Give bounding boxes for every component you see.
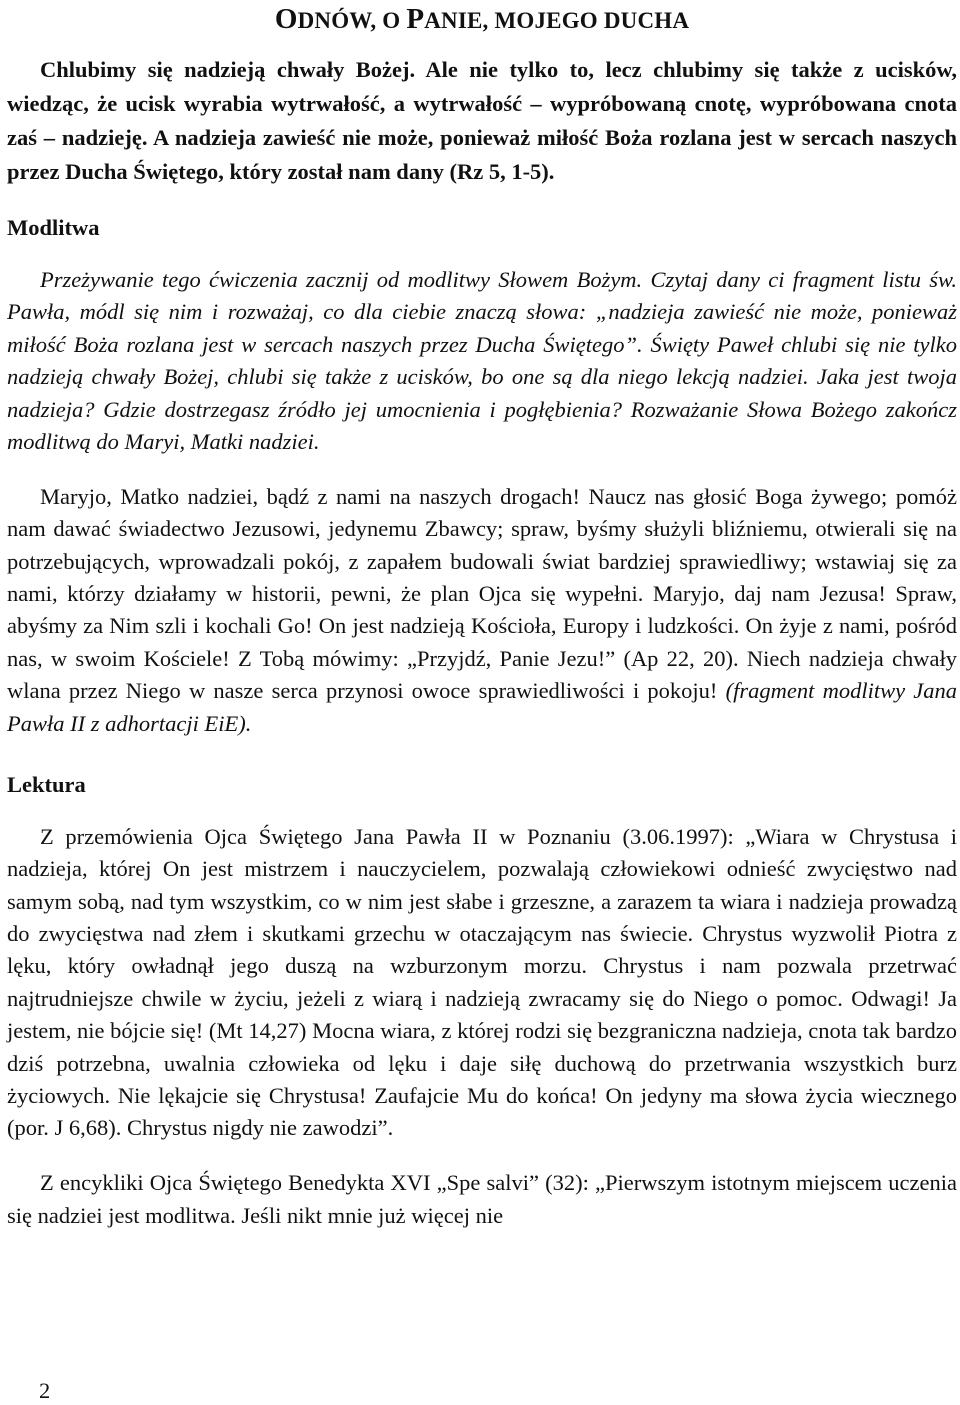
section-heading-lektura: Lektura (7, 772, 86, 798)
page-title: ODNÓW, O PANIE, MOJEGO DUCHA (274, 3, 690, 35)
page-number: 2 (39, 1378, 51, 1403)
reading-paragraph-2: Z encykliki Ojca Świętego Benedykta XVI „Spe salvi” (32): „Pierwszym istotnym miejscem uczenia się nadziei jest modlitwa. Jeśli nikt mnie już więcej nie (7, 1170, 957, 1228)
section-heading-modlitwa: Modlitwa (7, 215, 100, 241)
prayer-intro: Przeżywanie tego ćwiczenia zacznij od modlitwy Słowem Bożym. Czytaj dany ci fragment listu św. Pawła, módl się nim i rozważaj, co dla ciebie znaczą słowa: „nadzieja zawieść nie może, ponieważ miłość Boża rozlana jest w sercach naszych przez Ducha Świętego”. Święty Paweł chlubi się nie tylko nadzieją chwały Bożej, chlubi się także z ucisków, bo one są dla niego lekcją nadziei. Jaka jest twoja nadzieja? Gdzie dostrzegasz źródło jej umocnienia i pogłębienia? Rozważanie Słowa Bożego zakończ modlitwą do Maryi, Matki nadziei. (7, 266, 957, 454)
prayer-body: Maryjo, Matko nadziei, bądź z nami na naszych drogach! Naucz nas głosić Boga żywego; pomóż nam dawać świadectwo Jezusowi, jedynemu Zbawcy; spraw, byśmy służyli bliźniemu, otwierali się na potrzebujących, wprowadzali pokój, z zapałem budowali świat bardziej sprawiedliwy; wstawiaj się za nami, którzy działamy w historii, pewni, że plan Ojca się wypełni. Maryjo, daj nam Jezusa! Spraw, abyśmy za Nim szli i kochali Go! On jest nadzieją Kościoła, Europy i ludzkości. On żyje z nami, pośród nas, w swoim Kościele! Z Tobą mówimy: „Przyjdź, Panie Jezu!” (Ap 22, 20). Niech nadzieja chwały wlana przez Niego w nasze serca przynosi owoce sprawiedliwości i pokoju! (7, 483, 957, 704)
prayer-text (7, 481, 957, 740)
prayer-source: (fragment modlitwy Jana Pawła II z adhortacji EiE). (7, 678, 957, 736)
reading-paragraph-1: Z przemówienia Ojca Świętego Jana Pawła II w Poznaniu (3.06.1997): „Wiara w Chrystusa i nadzieja, której On jest mistrzem i nauczycielem, pozwalają człowiekowi odnieść zwycięstwo nad samym sobą, nad tym wszystkim, co w nim jest słabe i grzeszne, a zarazem ta wiara i nadzieja prowadzą do zwycięstwa nad złem i skutkami grzechu w otaczającym nas świecie. Chrystus wyzwolił Piotra z lęku, który owładnął jego duszą na wzburzonym morzu. Chrystus i nam pozwala przetrwać najtrudniejsze chwile w życiu, jeżeli z wiarą i nadzieją zwracamy się do Niego o pomoc. Odwagi! Ja jestem, nie bójcie się! (Mt 14,27) Mocna wiara, z której rodzi się bezgraniczna nadzieja, cnota tak bardzo dziś potrzebna, uwalnia człowieka od lęku i daje siłę duchową do przetrwania wszystkich burz życiowych. Nie lękajcie się Chrystusa! Zaufajcie Mu do końca! On jedyny ma słowa życia wiecznego (por. J 6,68). Chrystus nigdy nie zawodzi”. (7, 823, 957, 1141)
scripture-quote: Chlubimy się nadzieją chwały Bożej. Ale nie tylko to, lecz chlubimy się także z ucisków, wiedząc, że ucisk wyrabia wytrwałość, a wytrwałość – wypróbowaną cnotę, wypróbowana cnota zaś – nadzieję. A nadzieja zawieść nie może, ponieważ miłość Boża rozlana jest w sercach naszych przez Ducha Świętego, który został nam dany (Rz 5, 1-5). (7, 56, 957, 184)
document-page (7, 0, 957, 1255)
